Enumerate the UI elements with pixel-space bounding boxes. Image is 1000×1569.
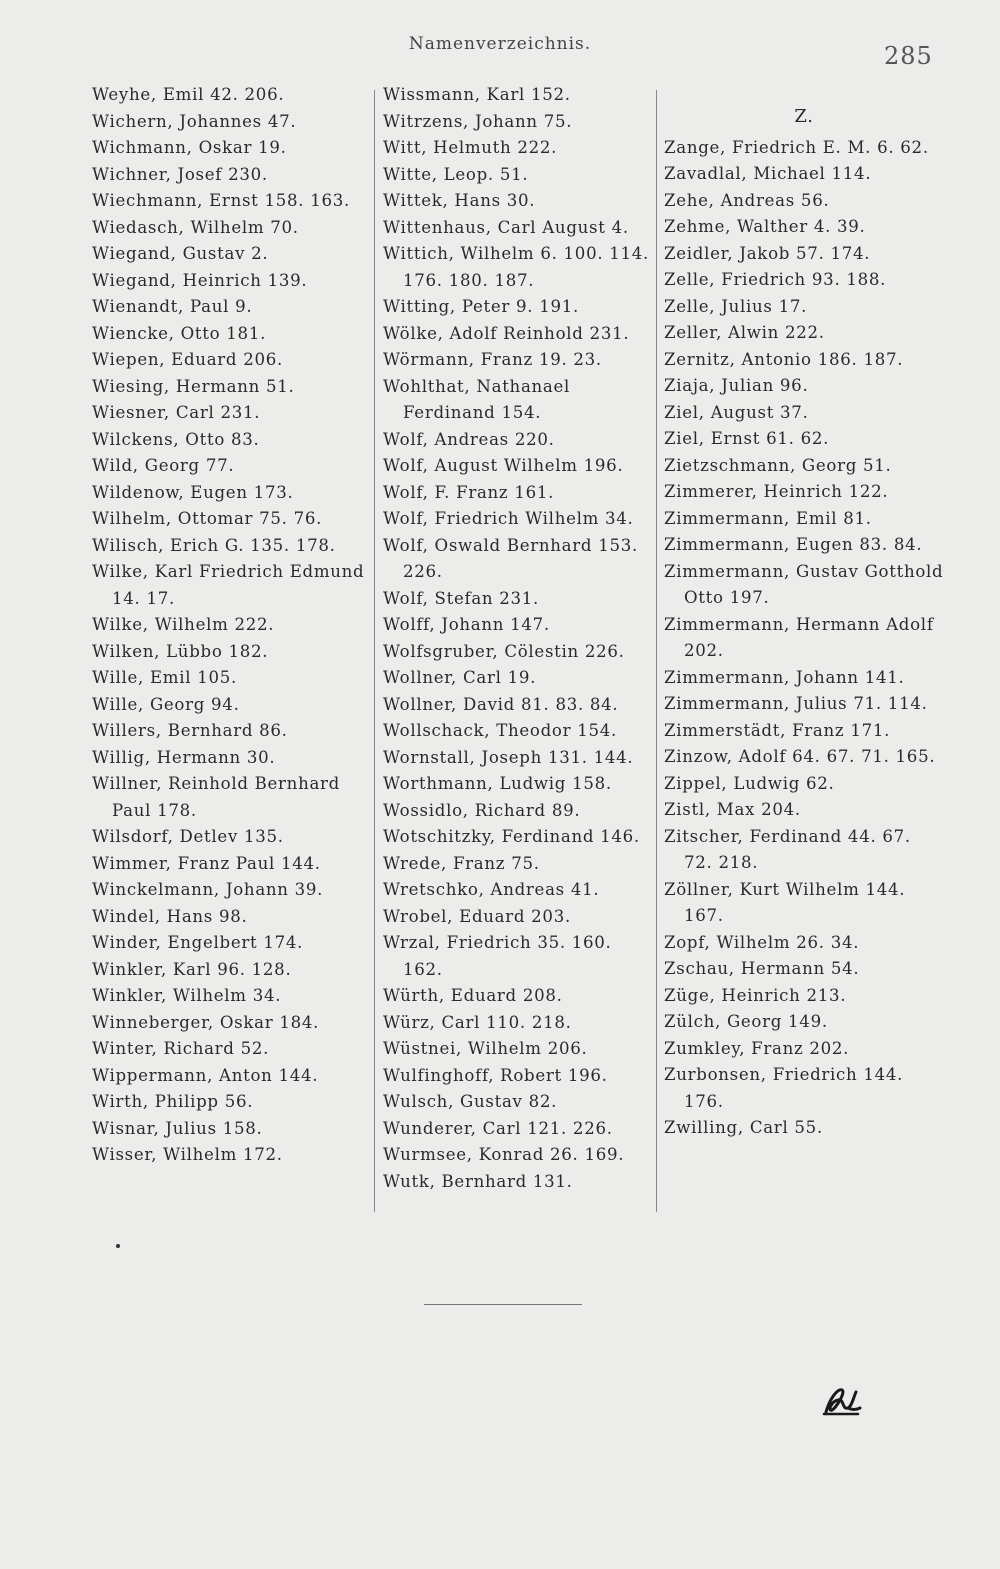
index-entry: Zschau, Hermann 54. bbox=[664, 959, 860, 978]
index-entry: Zitscher, Ferdinand 44. 67. 72. 218. bbox=[664, 826, 911, 872]
index-entry: Witrzens, Johann 75. bbox=[383, 111, 573, 131]
index-entry: Wrede, Franz 75. bbox=[383, 853, 540, 873]
index-entry: Wolf, Oswald Bernhard 153. 226. bbox=[383, 535, 638, 581]
index-entry: Zimmermann, Johann 141. bbox=[664, 667, 905, 687]
index-entry: Wollner, David 81. 83. 84. bbox=[383, 694, 619, 714]
index-entry: Wolfsgruber, Cölestin 226. bbox=[383, 641, 625, 661]
index-entry: Wichmann, Oskar 19. bbox=[92, 138, 287, 157]
page-title: Namenverzeichnis. bbox=[408, 34, 592, 54]
index-entry: Zeidler, Jakob 57. 174. bbox=[664, 243, 871, 263]
index-entry: Wiesing, Hermann 51. bbox=[92, 376, 295, 396]
index-entry: Wiegand, Heinrich 139. bbox=[92, 270, 308, 290]
index-entry: Willig, Hermann 30. bbox=[92, 747, 276, 767]
index-entry: Zimmermann, Julius 71. 114. bbox=[664, 694, 928, 713]
ink-dot bbox=[116, 1244, 120, 1248]
index-entry: Wild, Georg 77. bbox=[92, 456, 235, 475]
index-entry: Winneberger, Oskar 184. bbox=[92, 1012, 320, 1032]
index-entry: Wiesner, Carl 231. bbox=[92, 403, 261, 422]
index-entry: Wilckens, Otto 83. bbox=[92, 429, 260, 449]
index-entry: Zimmermann, Gustav Gotthold Otto 197. bbox=[664, 561, 944, 607]
index-entry: Wisnar, Julius 158. bbox=[92, 1118, 263, 1138]
index-entry: Zippel, Ludwig 62. bbox=[664, 773, 835, 793]
index-entry: Winkler, Karl 96. 128. bbox=[92, 959, 292, 979]
index-entry: Wilisch, Erich G. 135. 178. bbox=[92, 535, 336, 555]
index-entry: Witt, Helmuth 222. bbox=[383, 138, 558, 157]
index-entry: Wichner, Josef 230. bbox=[92, 164, 268, 184]
index-entry: Wrobel, Eduard 203. bbox=[383, 906, 571, 926]
index-entry: Wolf, Stefan 231. bbox=[383, 588, 540, 608]
section-letter: Z. bbox=[794, 106, 814, 127]
index-entry: Wiegand, Gustav 2. bbox=[92, 244, 269, 263]
index-entry: Wilke, Wilhelm 222. bbox=[92, 615, 275, 634]
index-entry: Zietzschmann, Georg 51. bbox=[664, 455, 892, 475]
index-entry: Wotschitzky, Ferdinand 146. bbox=[383, 827, 640, 846]
index-entry: Zimmermann, Emil 81. bbox=[664, 508, 872, 528]
column-divider bbox=[656, 90, 657, 1212]
index-entry: Wilken, Lübbo 182. bbox=[92, 641, 269, 661]
index-entry: Wiechmann, Ernst 158. 163. bbox=[92, 191, 350, 210]
index-entry: Würz, Carl 110. 218. bbox=[383, 1012, 572, 1032]
index-entry: Winkler, Wilhelm 34. bbox=[92, 986, 282, 1005]
index-entry: Wittich, Wilhelm 6. 100. 114. 176. 180. 187. bbox=[383, 244, 650, 290]
index-entry: Wolf, Friedrich Wilhelm 34. bbox=[383, 509, 634, 528]
index-entry: Zurbonsen, Friedrich 144. 176. bbox=[664, 1065, 904, 1111]
index-entry: Zelle, Julius 17. bbox=[664, 296, 808, 316]
index-entry: Willers, Bernhard 86. bbox=[92, 721, 288, 740]
index-entry: Wollschack, Theodor 154. bbox=[383, 721, 617, 740]
index-entry: Wimmer, Franz Paul 144. bbox=[92, 853, 321, 873]
index-entry: Zeller, Alwin 222. bbox=[664, 323, 825, 342]
index-entry: Zöllner, Kurt Wilhelm 144. 167. bbox=[664, 879, 906, 925]
index-entry: Würth, Eduard 208. bbox=[383, 986, 563, 1005]
column-divider bbox=[374, 90, 375, 1212]
index-entry: Wossidlo, Richard 89. bbox=[383, 800, 581, 820]
index-entry: Wretschko, Andreas 41. bbox=[383, 880, 600, 899]
index-entry: Wittenhaus, Carl August 4. bbox=[383, 217, 629, 237]
index-entry: Wulsch, Gustav 82. bbox=[383, 1092, 558, 1111]
index-entry: Wolf, F. Franz 161. bbox=[383, 482, 555, 502]
index-entry: Wüstnei, Wilhelm 206. bbox=[383, 1039, 588, 1058]
index-entry: Zülch, Georg 149. bbox=[664, 1012, 828, 1031]
index-entry: Wichern, Johannes 47. bbox=[92, 111, 297, 131]
index-entry: Zehme, Walther 4. 39. bbox=[664, 217, 866, 236]
index-entry: Wilke, Karl Friedrich Edmund 14. 17. bbox=[92, 562, 365, 608]
index-column-3 bbox=[664, 82, 944, 1142]
index-entry: Witting, Peter 9. 191. bbox=[383, 297, 579, 316]
index-entry: Wippermann, Anton 144. bbox=[92, 1065, 319, 1085]
index-entry: Wolf, Andreas 220. bbox=[383, 429, 555, 449]
index-entry: Wutk, Bernhard 131. bbox=[383, 1171, 573, 1191]
index-entry: Wille, Georg 94. bbox=[92, 694, 240, 714]
index-entry: Worthmann, Ludwig 158. bbox=[383, 774, 612, 793]
index-entry: Weyhe, Emil 42. 206. bbox=[92, 85, 285, 104]
index-entry: Zelle, Friedrich 93. 188. bbox=[664, 270, 887, 289]
index-entry: Zimmermann, Eugen 83. 84. bbox=[664, 535, 923, 554]
index-entry: Wurmsee, Konrad 26. 169. bbox=[383, 1145, 625, 1164]
index-entry: Zimmermann, Hermann Adolf 202. bbox=[664, 614, 934, 660]
index-entry: Zavadlal, Michael 114. bbox=[664, 164, 872, 183]
index-entry: Wissmann, Karl 152. bbox=[383, 85, 571, 104]
index-entry: Wisser, Wilhelm 172. bbox=[92, 1145, 283, 1164]
index-entry: Winckelmann, Johann 39. bbox=[92, 880, 324, 899]
index-entry: Wrzal, Friedrich 35. 160. 162. bbox=[383, 933, 612, 979]
index-entry: Winter, Richard 52. bbox=[92, 1039, 270, 1058]
index-entry: Wiedasch, Wilhelm 70. bbox=[92, 217, 299, 237]
index-entry: Zange, Friedrich E. M. 6. 62. bbox=[664, 137, 929, 157]
handwritten-mark-icon bbox=[818, 1378, 862, 1422]
end-rule bbox=[424, 1304, 582, 1305]
index-entry: Zumkley, Franz 202. bbox=[664, 1038, 850, 1058]
index-entry: Wollner, Carl 19. bbox=[383, 668, 537, 687]
index-entry: Zinzow, Adolf 64. 67. 71. 165. bbox=[664, 747, 936, 766]
index-entry: Wille, Emil 105. bbox=[92, 668, 237, 687]
index-entry: Wienandt, Paul 9. bbox=[92, 297, 253, 316]
index-entry: Wulfinghoff, Robert 196. bbox=[383, 1065, 608, 1085]
index-entry: Zernitz, Antonio 186. 187. bbox=[664, 349, 904, 369]
index-entry: Wörmann, Franz 19. 23. bbox=[383, 350, 602, 369]
index-entry: Wiepen, Eduard 206. bbox=[92, 350, 283, 369]
index-entry: Wiencke, Otto 181. bbox=[92, 323, 267, 343]
index-entry: Wildenow, Eugen 173. bbox=[92, 482, 294, 502]
index-entry: Windel, Hans 98. bbox=[92, 906, 248, 926]
index-entry: Wolff, Johann 147. bbox=[383, 615, 550, 634]
index-entry: Wohlthat, Nathanael Ferdinand 154. bbox=[383, 376, 571, 422]
index-entry: Wirth, Philipp 56. bbox=[92, 1092, 254, 1111]
index-entry: Zehe, Andreas 56. bbox=[664, 190, 830, 210]
index-entry: Wilsdorf, Detlev 135. bbox=[92, 827, 284, 846]
index-entry: Zimmerstädt, Franz 171. bbox=[664, 720, 891, 740]
index-entry: Ziel, August 37. bbox=[664, 402, 809, 422]
index-column-1 bbox=[92, 82, 372, 1169]
page-number: 285 bbox=[884, 42, 933, 70]
index-entry: Wilhelm, Ottomar 75. 76. bbox=[92, 509, 323, 528]
index-entry: Wölke, Adolf Reinhold 231. bbox=[383, 323, 630, 343]
index-column-2 bbox=[383, 82, 655, 1195]
index-entry: Winder, Engelbert 174. bbox=[92, 933, 304, 952]
index-entry: Wittek, Hans 30. bbox=[383, 191, 536, 210]
index-entry: Willner, Reinhold Bernhard Paul 178. bbox=[92, 774, 341, 820]
index-entry: Zimmerer, Heinrich 122. bbox=[664, 482, 889, 501]
index-entry: Züge, Heinrich 213. bbox=[664, 985, 847, 1005]
index-entry: Ziaja, Julian 96. bbox=[664, 376, 809, 395]
index-entry: Wunderer, Carl 121. 226. bbox=[383, 1118, 613, 1138]
index-entry: Zwilling, Carl 55. bbox=[664, 1118, 823, 1137]
index-entry: Ziel, Ernst 61. 62. bbox=[664, 429, 830, 448]
index-entry: Witte, Leop. 51. bbox=[383, 164, 529, 184]
index-entry: Zistl, Max 204. bbox=[664, 800, 801, 819]
index-entry: Wornstall, Joseph 131. 144. bbox=[383, 747, 634, 767]
index-entry: Zopf, Wilhelm 26. 34. bbox=[664, 932, 860, 952]
index-entry: Wolf, August Wilhelm 196. bbox=[383, 456, 624, 475]
